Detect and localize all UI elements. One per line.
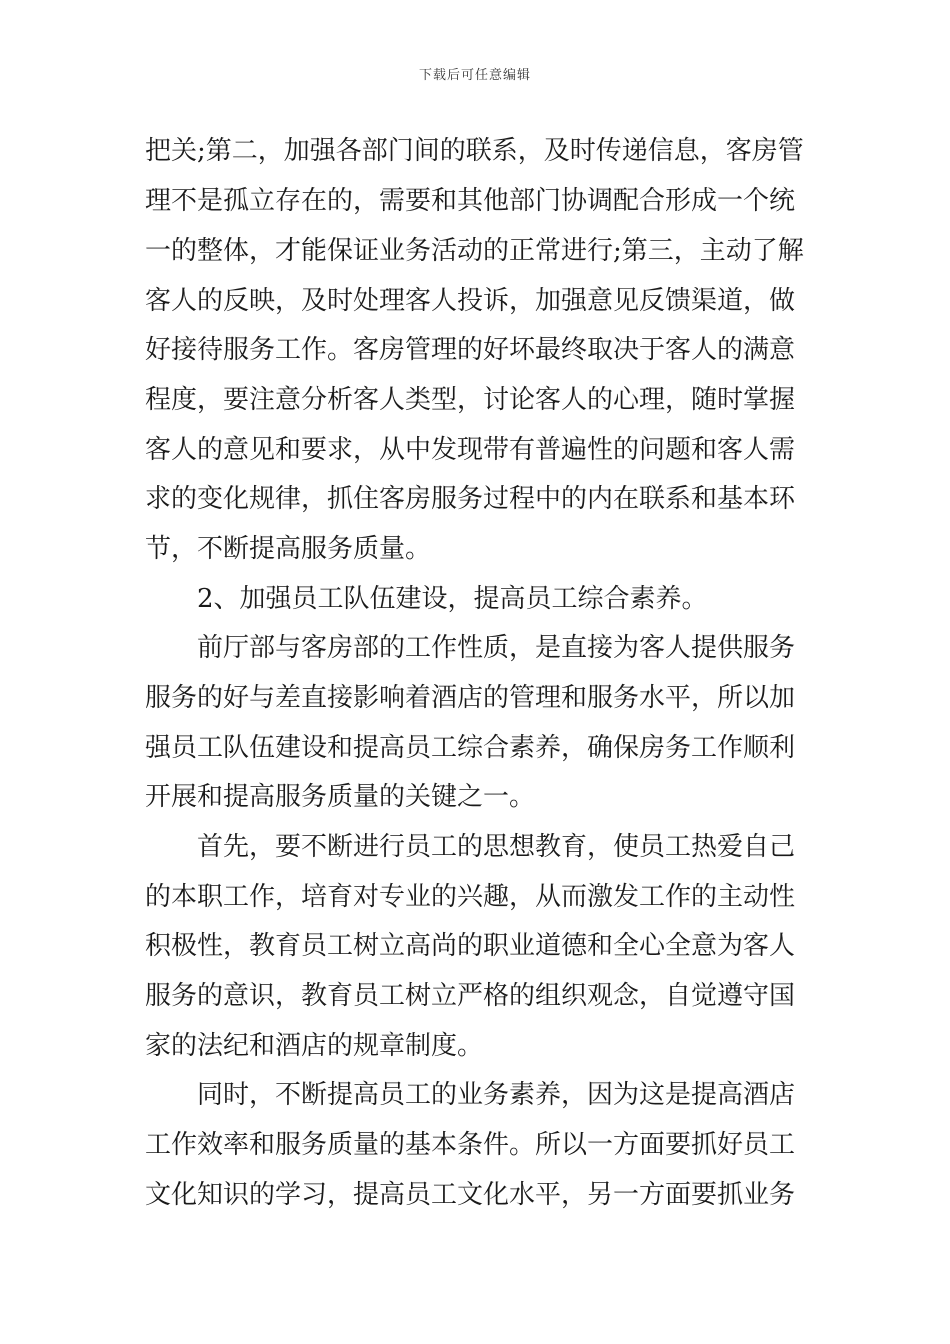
text-line: 文化知识的学习，提高员工文化水平，另一方面要抓业务: [145, 1180, 796, 1210]
text-line: 节，不断提高服务质量。: [145, 534, 432, 564]
page-header: 下载后可任意编辑: [418, 68, 531, 83]
text-line: 强员工队伍建设和提高员工综合素养，确保房务工作顺利: [145, 733, 796, 763]
text-line: 理不是孤立存在的，需要和其他部门协调配合形成一个统: [145, 186, 796, 216]
section-heading: 2、加强员工队伍建设，提高员工综合素养。: [197, 584, 708, 614]
text-line: 客人的意见和要求，从中发现带有普遍性的问题和客人需: [145, 435, 796, 465]
paragraph-first-line: 同时，不断提高员工的业务素养，因为这是提高酒店: [197, 1080, 796, 1110]
text-line: 服务的意识，教育员工树立严格的组织观念，自觉遵守国: [145, 981, 796, 1011]
text-line: 一的整体，才能保证业务活动的正常进行;第三，主动了解: [145, 236, 804, 266]
text-line: 把关;第二，加强各部门间的联系，及时传递信息，客房管: [145, 136, 804, 166]
text-line: 客人的反映，及时处理客人投诉，加强意见反馈渠道，做: [145, 286, 796, 316]
text-line: 积极性，教育员工树立高尚的职业道德和全心全意为客人: [145, 931, 796, 961]
paragraph-first-line: 首先，要不断进行员工的思想教育，使员工热爱自己: [197, 832, 796, 862]
text-line: 的本职工作，培育对专业的兴趣，从而激发工作的主动性: [145, 882, 796, 912]
text-line: 服务的好与差直接影响着酒店的管理和服务水平，所以加: [145, 683, 796, 713]
text-line: 家的法纪和酒店的规章制度。: [145, 1031, 484, 1061]
paragraph-first-line: 前厅部与客房部的工作性质，是直接为客人提供服务: [197, 633, 796, 663]
text-line: 程度，要注意分析客人类型，讨论客人的心理，随时掌握: [145, 385, 796, 415]
text-line: 好接待服务工作。客房管理的好坏最终取决于客人的满意: [145, 335, 796, 365]
text-line: 求的变化规律，抓住客房服务过程中的内在联系和基本环: [145, 484, 796, 514]
text-line: 开展和提高服务质量的关键之一。: [145, 782, 536, 812]
text-line: 工作效率和服务质量的基本条件。所以一方面要抓好员工: [145, 1130, 796, 1160]
